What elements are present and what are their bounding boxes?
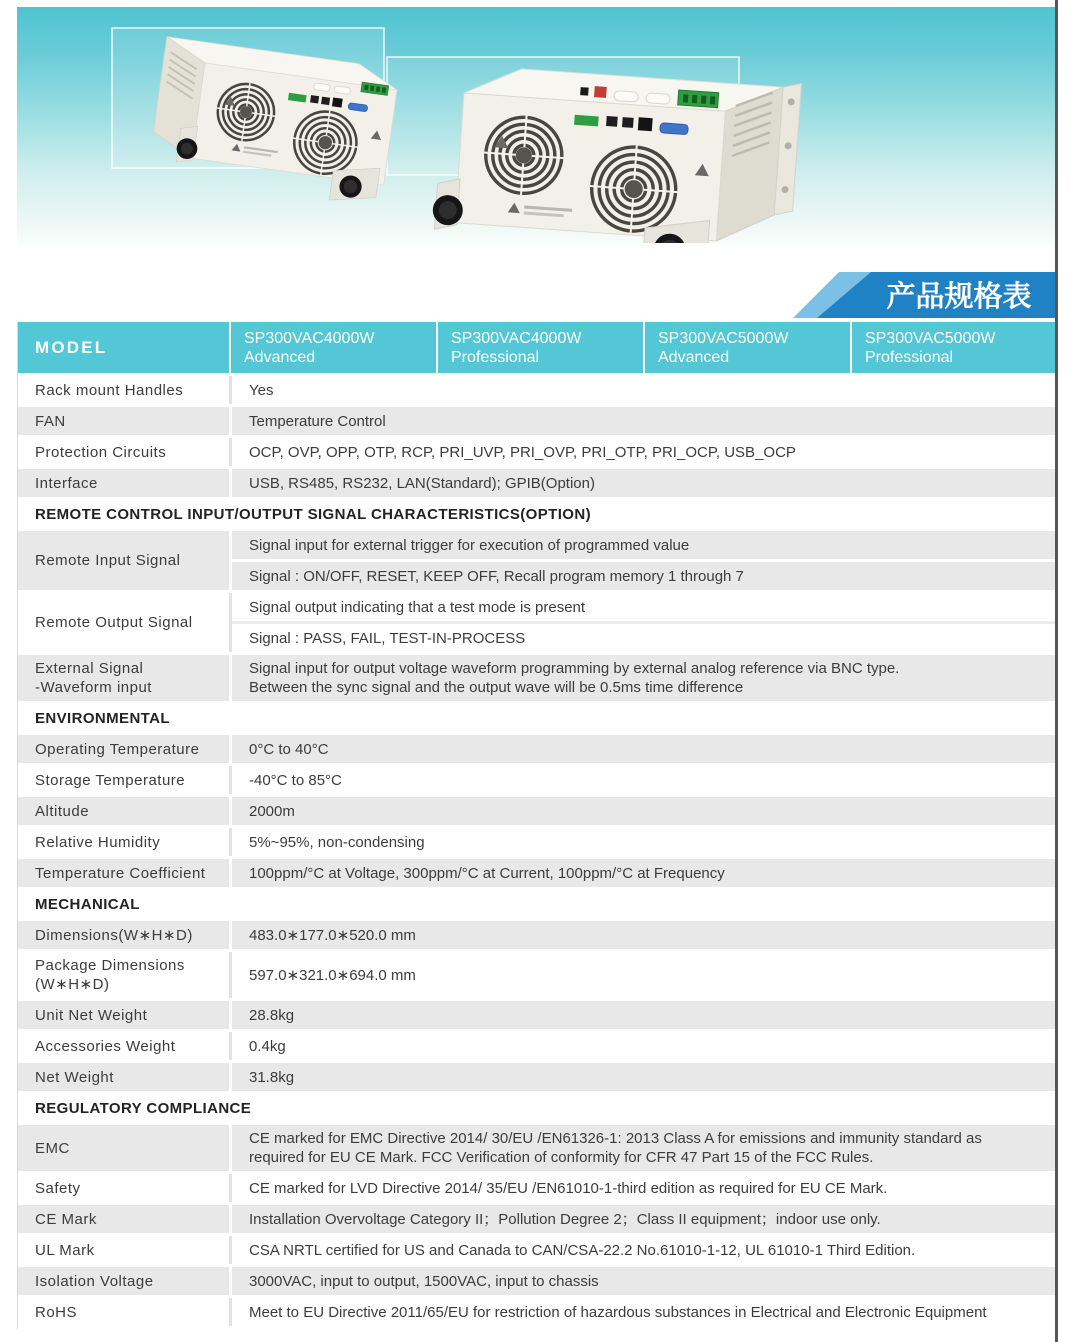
row-value [232,952,1057,998]
row-value [232,859,1057,887]
text-line: Altitude [35,802,90,820]
row-label [18,828,229,856]
text-line: Unit Net Weight [35,1006,148,1024]
text-line: FAN [35,412,66,430]
text-line: RoHS [35,1303,78,1321]
text-line: -40°C to 85°C [249,771,342,789]
text-line: EMC [35,1139,70,1157]
spec-rows [18,376,1057,1326]
page-title: 产品规格表 [886,279,1032,313]
text-line: Signal : ON/OFF, RESET, KEEP OFF, Recall program memory 1 through 7 [249,567,744,585]
text-line: Accessories Weight [35,1037,176,1055]
text-line: Isolation Voltage [35,1272,154,1290]
row-value-sub [232,531,1057,559]
row-label [18,859,229,887]
model-column-header [229,322,436,373]
row-value-sub [232,593,1057,621]
text-line: Rack mount Handles [35,381,184,399]
section-title: REGULATORY COMPLIANCE [35,1099,252,1117]
row-value [232,735,1057,763]
text-line: Signal output indicating that a test mode is present [249,598,586,616]
row-label [18,952,229,998]
model-column-header [436,322,643,373]
text-line: -Waveform input [35,679,152,696]
section-title: ENVIRONMENTAL [35,709,170,727]
text-line: 597.0∗321.0∗694.0 mm [249,966,416,984]
text-line: Package Dimensions [35,957,185,974]
text-line: UL Mark [35,1241,95,1259]
table-row [18,828,1057,856]
model-column-header [643,322,850,373]
text-line: 3000VAC, input to output, 1500VAC, input to chassis [249,1272,599,1290]
model-header-cell: MODEL [35,337,108,357]
row-label [18,797,229,825]
table-row [18,1298,1057,1326]
text-line: Yes [249,381,274,399]
text-line: External Signal [35,660,144,677]
row-value-sub [232,562,1057,590]
row-label [18,531,229,590]
row-value [232,469,1057,497]
section-header-row [18,1094,1057,1122]
row-value [232,766,1057,794]
text-line: 0.4kg [249,1037,286,1055]
text-line: 28.8kg [249,1006,295,1024]
row-value [232,1125,1057,1171]
row-label [18,1063,229,1091]
product-photo [17,7,1057,243]
text-line: Operating Temperature [35,740,200,758]
row-label [18,766,229,794]
text-line: Installation Overvoltage Category II；Pollution Degree 2；Class II equipment；indoor use only. [249,1210,881,1228]
row-label [18,1298,229,1326]
table-row [18,376,1057,404]
row-value [232,1267,1057,1295]
section-header-row [18,890,1057,918]
table-row [18,438,1057,466]
model-name: SP300VAC5000W [658,329,789,347]
table-row [18,952,1057,998]
text-line: Net Weight [35,1068,114,1086]
row-value [232,828,1057,856]
text-line: 100ppm/°C at Voltage, 300ppm/°C at Current, 100ppm/°C at Frequency [249,864,725,882]
model-variant: Advanced [658,348,730,366]
row-value-group [232,593,1057,652]
row-label [18,1001,229,1029]
text-line: USB, RS485, RS232, LAN(Standard); GPIB(Option) [249,474,595,492]
table-row [18,1125,1057,1171]
text-line: Temperature Control [249,412,386,430]
table-row [18,766,1057,794]
row-value [232,438,1057,466]
text-line: Relative Humidity [35,833,161,851]
row-label [18,1205,229,1233]
row-label [18,655,229,701]
row-label [18,1174,229,1202]
row-value [232,1001,1057,1029]
table-row [18,593,1057,652]
text-line: Signal input for external trigger for execution of programmed value [249,536,690,554]
text-line: Remote Output Signal [35,614,193,631]
row-label [18,921,229,949]
table-row [18,1174,1057,1202]
text-line: Signal : PASS, FAIL, TEST-IN-PROCESS [249,629,526,647]
table-row [18,1267,1057,1295]
row-label [18,469,229,497]
row-value [232,1205,1057,1233]
title-banner [793,272,1057,318]
row-value-sub [232,624,1057,652]
text-line: Meet to EU Directive 2011/65/EU for restriction of hazardous substances in Electrical and Electronic Equipment [249,1303,987,1321]
model-variant: Professional [865,348,954,366]
model-name: SP300VAC4000W [451,329,582,347]
text-line: CE Mark [35,1210,97,1228]
power-supply-unit-right [430,58,802,243]
text-line: (W∗H∗D) [35,976,110,993]
text-line: Remote Input Signal [35,552,181,569]
row-value [232,1236,1057,1264]
table-row [18,797,1057,825]
model-variant: Advanced [244,348,316,366]
text-line: 2000m [249,802,295,820]
text-line: Interface [35,474,98,492]
text-line: 483.0∗177.0∗520.0 mm [249,926,416,944]
model-name: SP300VAC4000W [244,329,375,347]
text-line: Protection Circuits [35,443,167,461]
text-line: 5%~95%, non-condensing [249,833,425,851]
table-row [18,859,1057,887]
row-value [232,1174,1057,1202]
text-line: CE marked for EMC Directive 2014/ 30/EU /EN61326-1: 2013 Class A for emissions and immunity standard as required for EU CE Mark. FCC Verification of conformity for CFR 47 Part 15 of the FCC Rules. [249,1130,982,1166]
table-row [18,469,1057,497]
text-line: Between the sync signal and the output wave will be 0.5ms time difference [249,679,744,696]
row-label [18,1236,229,1264]
spec-table [17,322,1057,1329]
row-label [18,1267,229,1295]
text-line: Signal input for output voltage waveform programming by external analog reference via BNC type. [249,660,900,677]
row-value-group [232,531,1057,590]
table-row [18,1236,1057,1264]
text-line: OCP, OVP, OPP, OTP, RCP, PRI_UVP, PRI_OVP, PRI_OTP, PRI_OCP, USB_OCP [249,443,796,461]
text-line: Temperature Coefficient [35,864,206,882]
model-name: SP300VAC5000W [865,329,996,347]
row-label [18,407,229,435]
table-row [18,1032,1057,1060]
row-value [232,921,1057,949]
model-column-header [850,322,1057,373]
page-edge-line [1055,0,1058,1342]
table-row [18,735,1057,763]
section-header-row [18,704,1057,732]
row-label [18,376,229,404]
row-label [18,593,229,652]
row-value [232,797,1057,825]
text-line: 0°C to 40°C [249,740,329,758]
row-value [232,1063,1057,1091]
table-row [18,1001,1057,1029]
row-value [232,655,1057,701]
model-variant: Professional [451,348,540,366]
row-value [232,376,1057,404]
table-row [18,655,1057,701]
text-line: Storage Temperature [35,771,186,789]
table-row [18,407,1057,435]
row-label [18,1125,229,1171]
text-line: CSA NRTL certified for US and Canada to CAN/CSA-22.2 No.61010-1-12, UL 61010-1 Third Edition. [249,1241,916,1259]
product-photo-illustration [17,7,1057,243]
section-title: REMOTE CONTROL INPUT/OUTPUT SIGNAL CHARACTERISTICS(OPTION) [35,505,591,523]
table-row [18,1205,1057,1233]
text-line: Safety [35,1179,81,1197]
text-line: 31.8kg [249,1068,295,1086]
table-header-row [18,322,1057,373]
table-row [18,921,1057,949]
row-label [18,438,229,466]
section-title: MECHANICAL [35,895,140,913]
row-value [232,1298,1057,1326]
text-line: Dimensions(W∗H∗D) [35,926,193,944]
section-header-row [18,500,1057,528]
table-row [18,531,1057,590]
row-value [232,1032,1057,1060]
row-value [232,407,1057,435]
text-line: CE marked for LVD Directive 2014/ 35/EU /EN61010-1-third edition as required for EU CE Mark. [249,1179,888,1197]
row-label [18,1032,229,1060]
table-row [18,1063,1057,1091]
row-label [18,735,229,763]
